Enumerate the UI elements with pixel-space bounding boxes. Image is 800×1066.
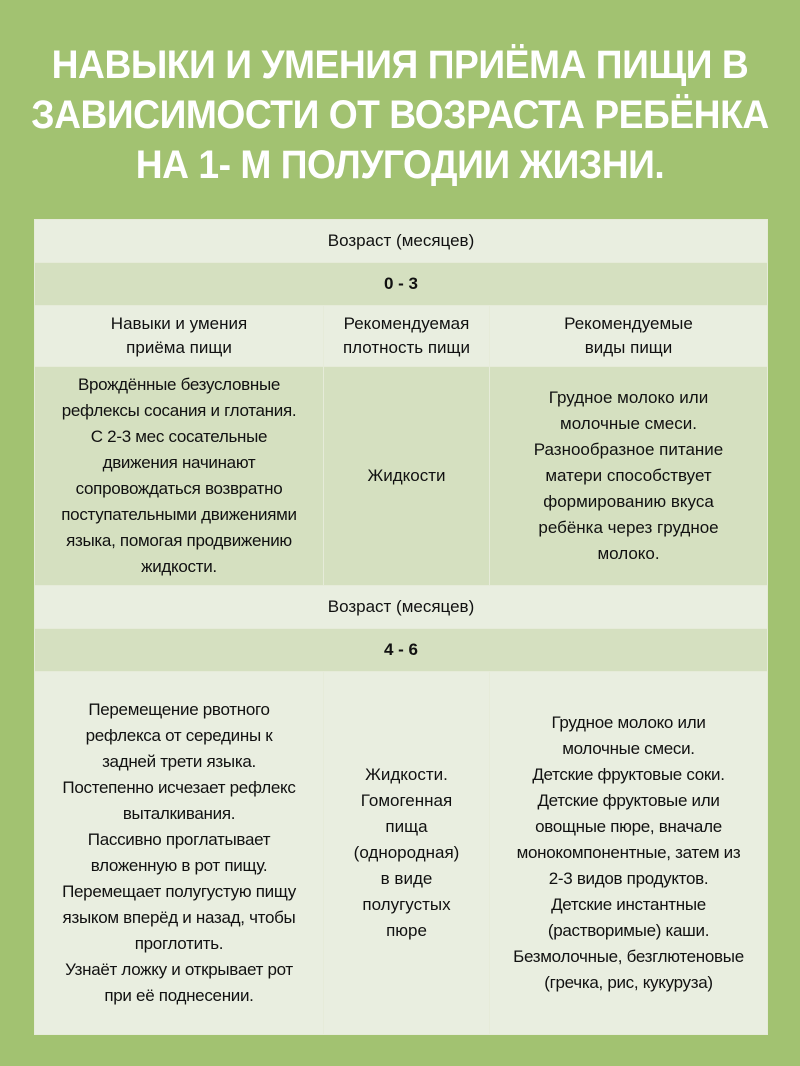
- cell-density-0-3: Жидкости: [324, 367, 490, 586]
- column-header-types: Рекомендуемые виды пищи: [490, 306, 768, 367]
- column-header-density: Рекомендуемая плотность пищи: [324, 306, 490, 367]
- age-header-row-2: [35, 586, 768, 629]
- title-line-2: ЗАВИСИМОСТИ ОТ ВОЗРАСТА РЕБЁНКА: [31, 93, 769, 137]
- age-range-row: [35, 263, 768, 306]
- cell-skills-4-6: Перемещение рвотного рефлекса от середины к задней трети языка. Постепенно исчезает рефлекс выталкивания. Пассивно проглатывает вложенную в рот пищу. Перемещает полугустую пищу языком вперёд и назад, чтобы проглотить. Узнаёт ложку и открывает рот при её поднесении.: [35, 672, 324, 1035]
- cell-types-4-6: Грудное молоко или молочные смеси. Детские фруктовые соки. Детские фруктовые или овощные пюре, вначале монокомпонентные, затем из 2-3 видов продуктов. Детские инстантные (растворимые) каши. Безмолочные, безглютеновые (гречка, рис, кукуруза): [490, 672, 768, 1035]
- age-header-cell-2: Возраст (месяцев): [35, 586, 768, 629]
- page-title: [28, 40, 772, 190]
- title-line-3: НА 1- М ПОЛУГОДИИ ЖИЗНИ.: [135, 143, 665, 187]
- age-range-row-2: [35, 629, 768, 672]
- feeding-skills-table: [34, 219, 768, 1035]
- title-line-1: НАВЫКИ И УМЕНИЯ ПРИЁМА ПИЩИ В: [51, 43, 749, 87]
- cell-types-0-3: Грудное молоко или молочные смеси. Разнообразное питание матери способствует формированию вкуса ребёнка через грудное молоко.: [490, 367, 768, 586]
- age-header-cell: Возраст (месяцев): [35, 220, 768, 263]
- age-range-0-3: 0 - 3: [35, 263, 768, 306]
- table-row: [35, 367, 768, 586]
- age-header-row: [35, 220, 768, 263]
- cell-skills-0-3: Врождённые безусловные рефлексы сосания и глотания. С 2-3 мес сосательные движения начинают сопровождаться возвратно поступательными движениями языка, помогая продвижению жидкости.: [35, 367, 324, 586]
- column-header-skills: Навыки и умения приёма пищи: [35, 306, 324, 367]
- age-range-4-6: 4 - 6: [35, 629, 768, 672]
- cell-density-4-6: Жидкости. Гомогенная пища (однородная) в виде полугустых пюре: [324, 672, 490, 1035]
- table-row: [35, 672, 768, 1035]
- column-header-row: [35, 306, 768, 367]
